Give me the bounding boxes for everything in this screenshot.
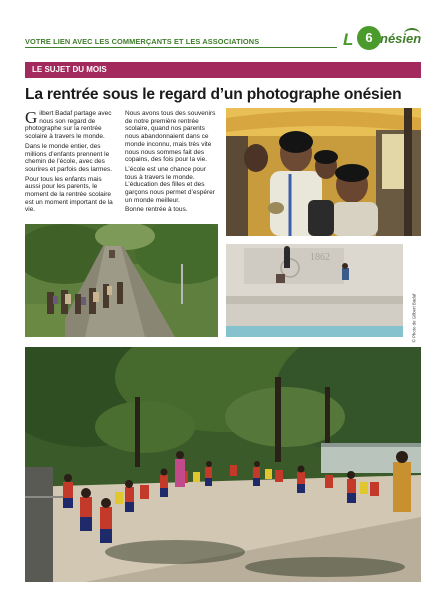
logo-letter-l: L xyxy=(343,30,354,49)
paragraph-text: ilbert Badaf partage avec nous son regard de photographe sur la rentrée scolaire à travers le monde. xyxy=(25,110,112,141)
section-banner xyxy=(25,62,421,78)
drop-cap: G xyxy=(25,108,38,127)
page-number: 6 xyxy=(365,30,373,45)
magazine-logo xyxy=(340,24,424,54)
article-paragraph xyxy=(25,110,117,141)
photo-credit xyxy=(409,293,419,344)
header-divider xyxy=(25,47,337,48)
logo-wordmark: nésien xyxy=(380,31,422,46)
photo-children-park-image xyxy=(25,347,421,582)
article-paragraph: Dans le monde entier, des millions d’enfants prennent le chemin de l’école, avec des sourires et parfois des larmes. xyxy=(25,142,113,173)
photo-children-monument-image xyxy=(226,244,403,337)
header-tagline: VOTRE LIEN AVEC LES COMMERÇANTS ET LES ASSOCIATIONS xyxy=(25,37,260,46)
photo-children-park xyxy=(25,347,421,582)
wall-inscription: 1862 xyxy=(310,252,330,263)
article-paragraph: L’école est une chance pour tous à travers le monde. L’éducation des filles et des garçons nous permet d’espérer un monde meilleur. xyxy=(125,165,215,204)
photo-children-monument xyxy=(226,244,403,337)
photo-children-road-image xyxy=(25,224,218,337)
photo-children-road xyxy=(25,224,218,337)
logo-bridge-icon xyxy=(404,28,420,40)
article-paragraph: Nous avons tous des souvenirs de notre première rentrée scolaire, quand nos parents nous abandonnaient dans ce monde inconnu, mais très vite nous nous sommes fait des copains, des fois pour la vie. xyxy=(125,110,216,164)
article-paragraph: Pour tous les enfants mais aussi pour les parents, le moment de la rentrée scolaire est un moment important de la vie. xyxy=(25,175,113,214)
photo-children-bus-image xyxy=(226,108,421,236)
photo-children-bus xyxy=(226,108,421,236)
article-title: La rentrée sous le regard d’un photographe onésien xyxy=(25,86,402,103)
article-paragraph: Bonne rentrée à tous. xyxy=(125,206,188,214)
article-column-2 xyxy=(125,110,220,216)
section-label: LE SUJET DU MOIS xyxy=(32,65,107,74)
photo-credit-text: © Photo de Gilbert Badaf xyxy=(411,293,417,343)
article-column-1 xyxy=(25,110,117,216)
